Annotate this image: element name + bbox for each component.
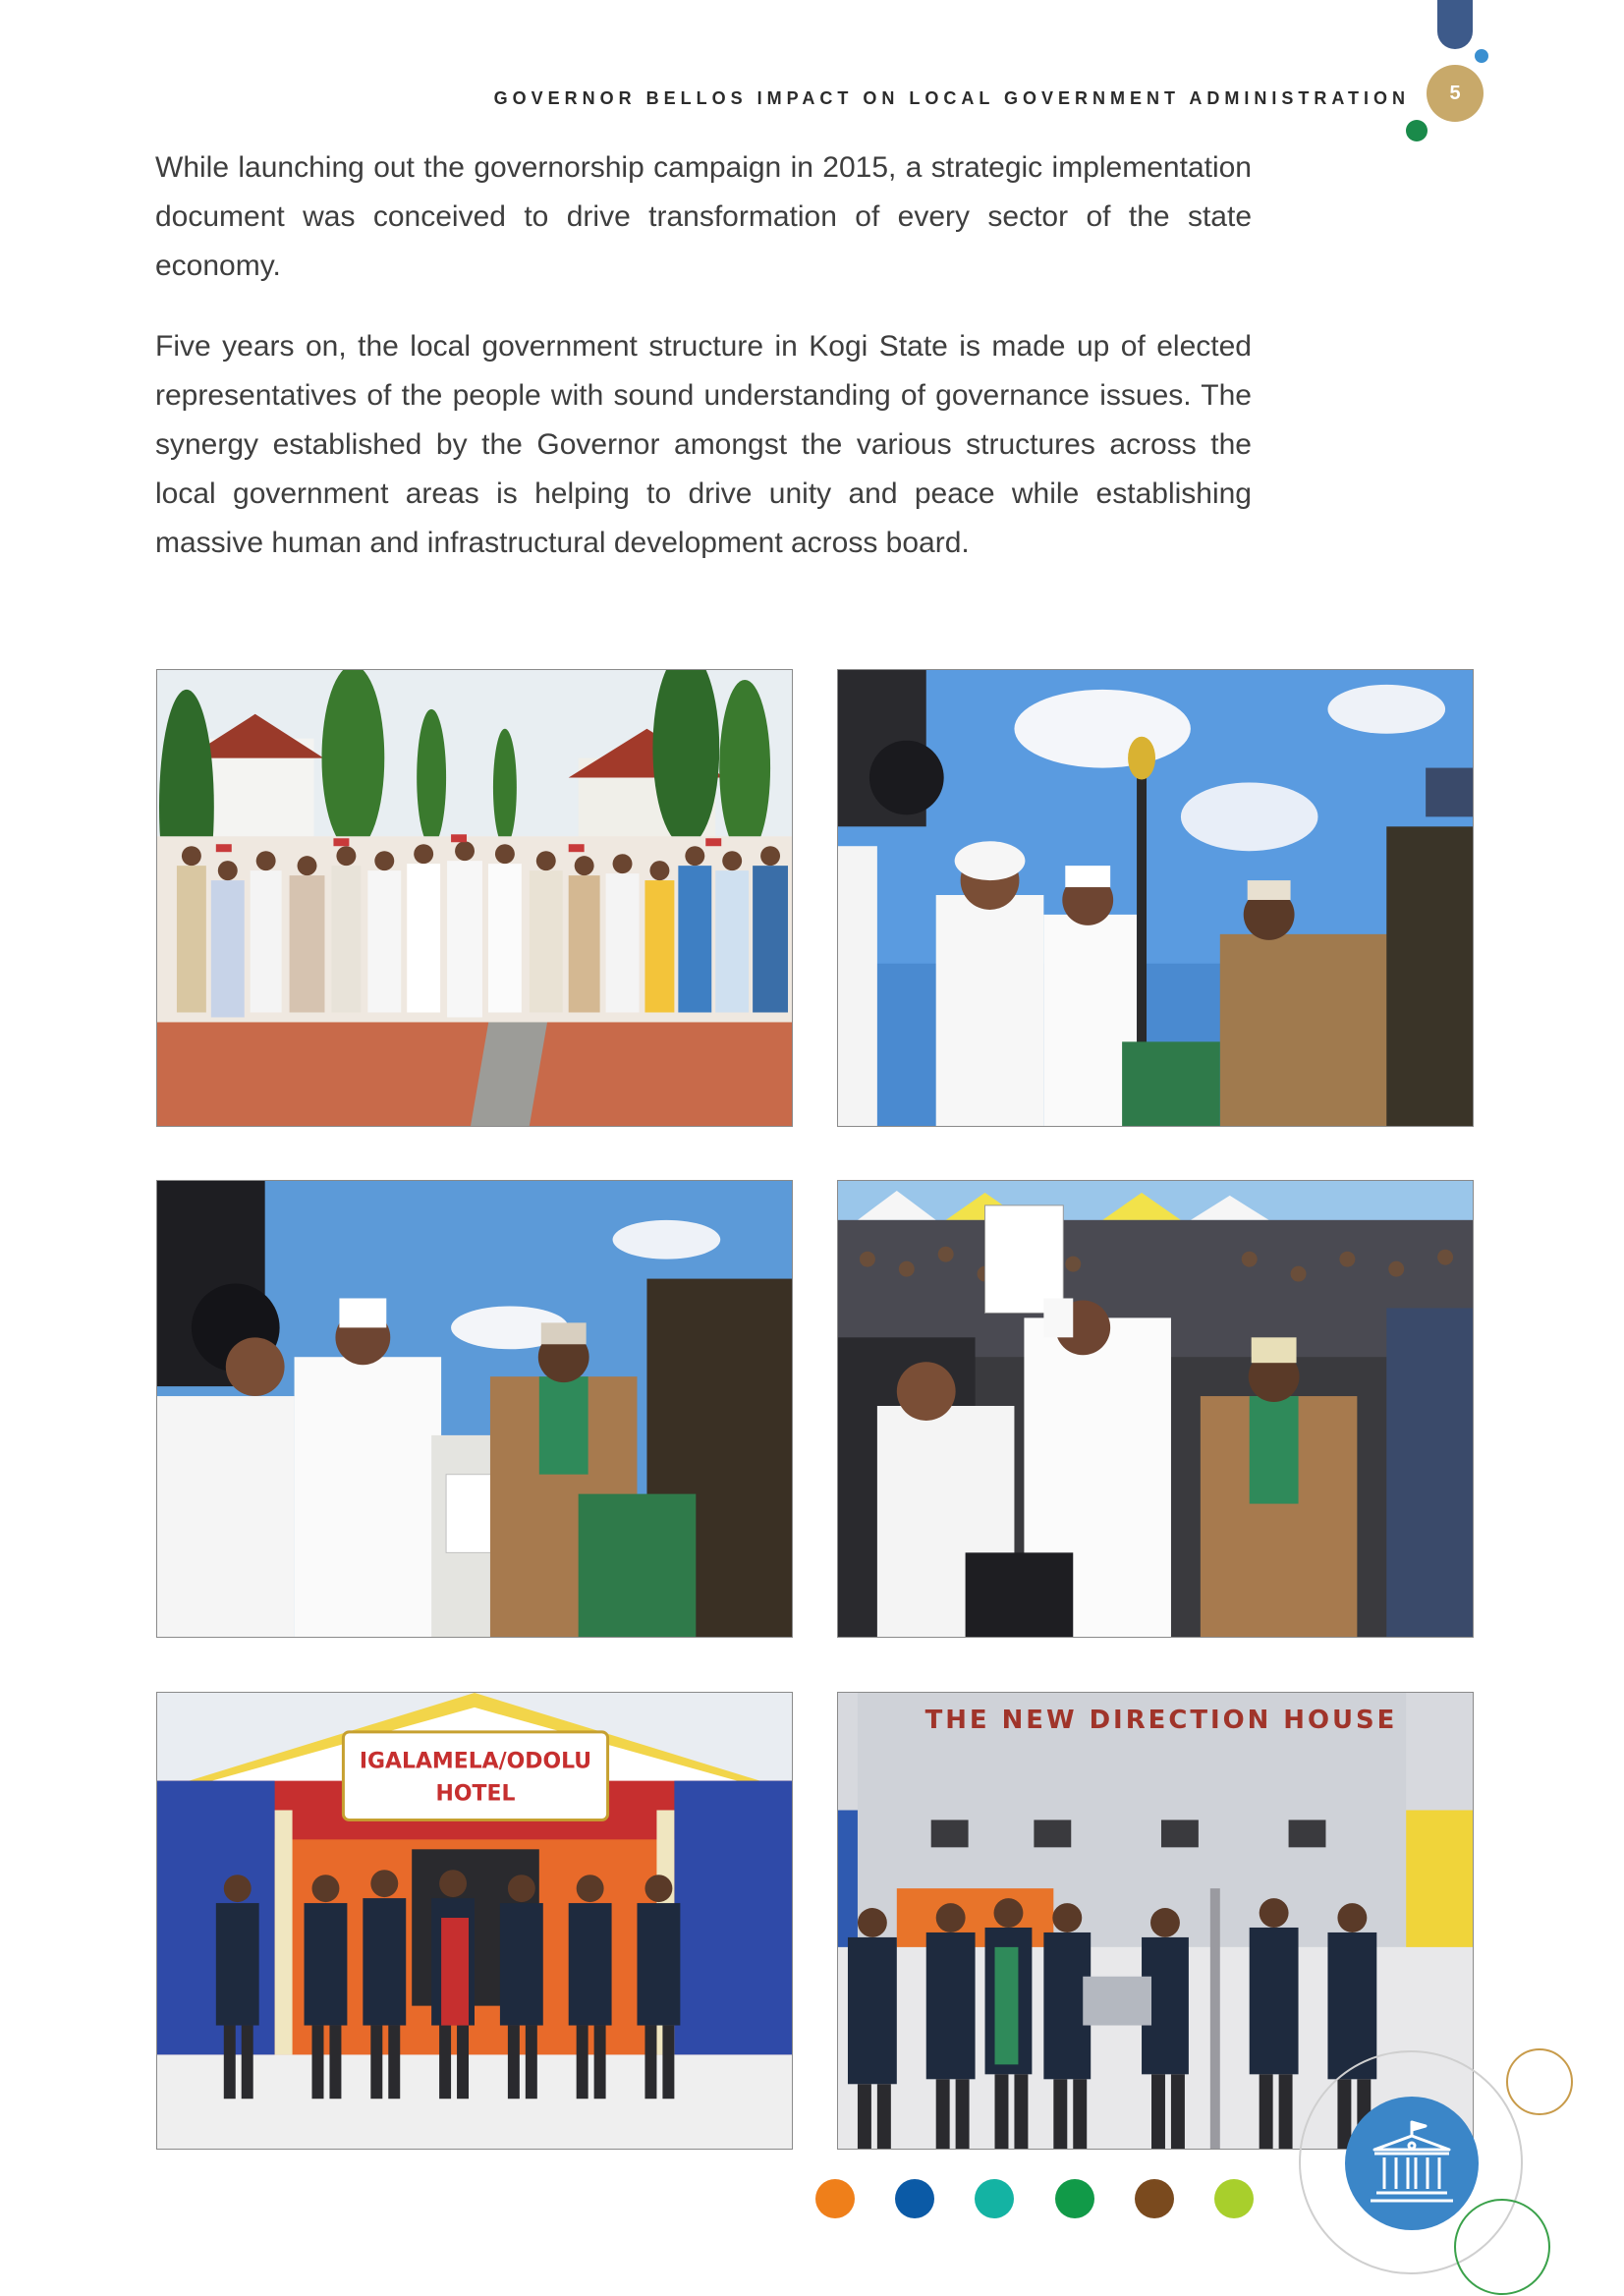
photo-igalamela-hotel xyxy=(156,1692,793,2150)
photo-certificate-handshake xyxy=(156,1180,793,1638)
photo-group-chiefs xyxy=(156,669,793,1127)
header-accent-dot xyxy=(1475,49,1488,63)
header-accent-dot xyxy=(1406,120,1428,141)
paragraph: Five years on, the local government structure in Kogi State is made up of elected representatives of the people with sound understanding of governance issues. The synergy established by the Governor amongst the various structures across the local government areas is helping to drive unity and peace while establishing massive human and infrastructural development across board. xyxy=(155,330,1252,559)
running-header-title: GOVERNOR BELLOS IMPACT ON LOCAL GOVERNMENT ADMINISTRATION xyxy=(493,88,1410,108)
government-building-icon xyxy=(1345,2097,1479,2230)
hotel-sign-line1: IGALAMELA/ODOLU xyxy=(359,1749,592,1774)
photo-raised-certificate xyxy=(837,1180,1474,1638)
photo-staff-presentation xyxy=(837,669,1474,1127)
brown-dot xyxy=(1135,2179,1174,2218)
header-accent-bar xyxy=(1437,0,1473,49)
hotel-sign-line2: HOTEL xyxy=(435,1781,516,1807)
green-dot xyxy=(1055,2179,1094,2218)
decorative-ring xyxy=(1506,2048,1573,2115)
body-text xyxy=(155,143,1252,599)
house-sign: THE NEW DIRECTION HOUSE xyxy=(924,1705,1398,1735)
decorative-ring xyxy=(1454,2199,1550,2295)
orange-dot xyxy=(815,2179,855,2218)
paragraph: While launching out the governorship campaign in 2015, a strategic implementation document was conceived to drive transformation of every sector of the state economy. xyxy=(155,151,1252,282)
lime-dot xyxy=(1214,2179,1254,2218)
teal-dot xyxy=(975,2179,1014,2218)
blue-dot xyxy=(895,2179,934,2218)
page-number: 5 xyxy=(1427,65,1484,122)
